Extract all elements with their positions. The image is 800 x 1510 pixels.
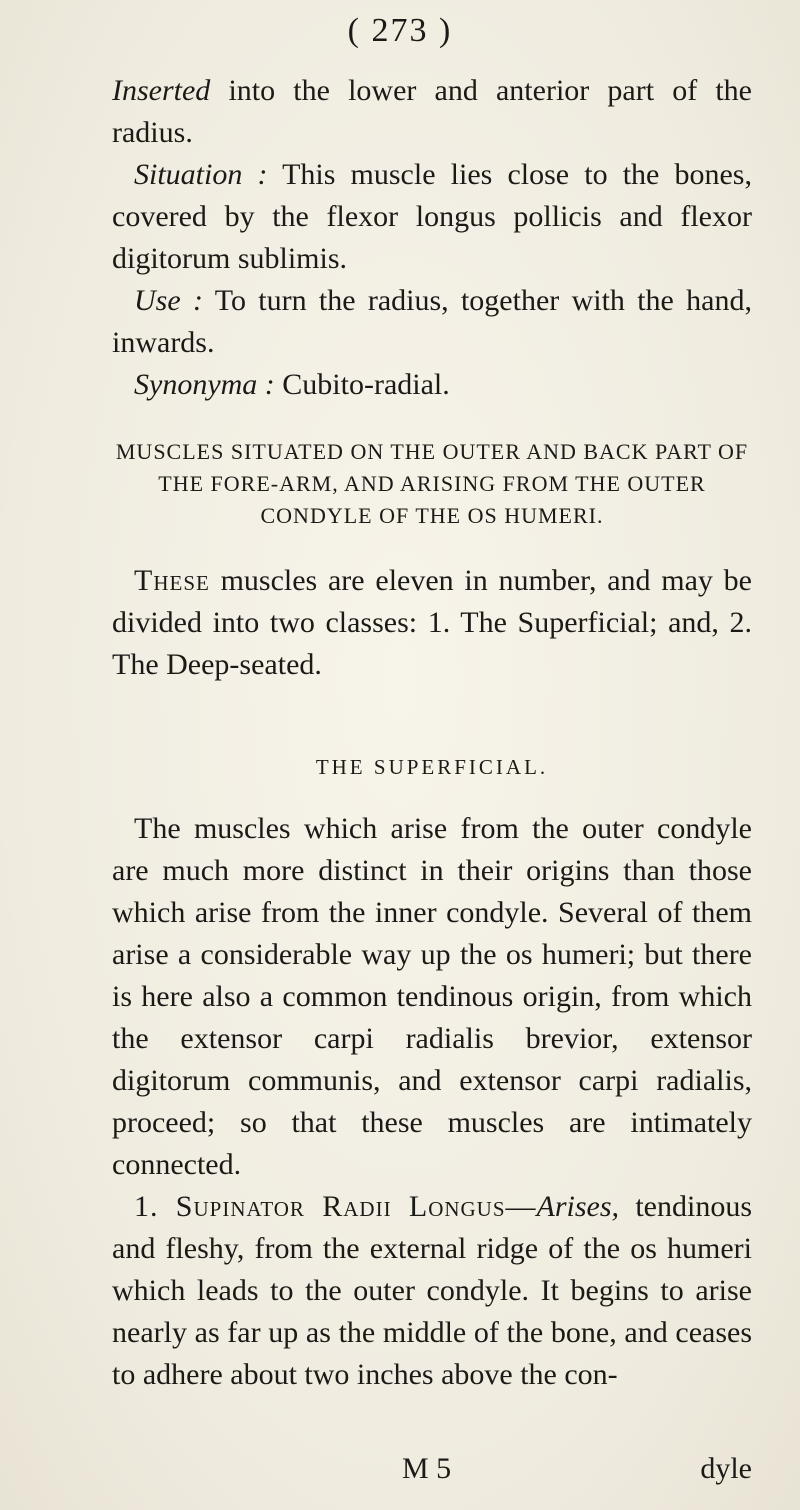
label-use: Use : bbox=[134, 284, 203, 317]
upper-text-block bbox=[112, 70, 752, 406]
text-synonyma: Cubito-radial. bbox=[274, 368, 450, 401]
paragraph-muscles-outer-condyle: The muscles which arise from the outer condyle are much more distinct in their origins than those which arise from the inner condyle. Several of them arise a considerable way up the os humeri; but there is here also a common tendinous origin, from which the extensor carpi radialis brevior, extensor digitorum communis, and extensor carpi radialis, proceed; so that these muscles are intimately connected. bbox=[112, 812, 752, 1181]
signature-mark: M 5 bbox=[402, 1452, 452, 1485]
text-use: To turn the radius, together with the hand, inwards. bbox=[112, 284, 752, 359]
label-situation: Situation : bbox=[134, 158, 268, 191]
label-synonyma: Synonyma : bbox=[134, 368, 275, 401]
paragraph-inserted bbox=[112, 70, 752, 154]
text-inserted: into the lower and anterior part of the radius. bbox=[112, 74, 752, 149]
lower-text-block bbox=[112, 808, 752, 1396]
lead-these: These bbox=[134, 564, 210, 597]
paragraph-synonyma bbox=[112, 364, 752, 406]
paragraph-these-muscles bbox=[112, 560, 752, 686]
paragraph-supinator bbox=[112, 1186, 752, 1396]
text-situation: This muscle lies close to the bones, covered by the flexor longus pollicis and flexor digitorum sublimis. bbox=[112, 158, 752, 275]
page-footer bbox=[112, 1452, 752, 1492]
label-inserted: Inserted bbox=[112, 74, 211, 107]
label-arises: Arises, bbox=[536, 1190, 620, 1223]
paragraph-use bbox=[112, 280, 752, 364]
paragraph-situation bbox=[112, 154, 752, 280]
sub-heading-superficial: THE SUPERFICIAL. bbox=[315, 755, 549, 779]
muscle-name-supinator: 1. Supinator Radii Longus— bbox=[134, 1190, 537, 1223]
page-number: ( 273 ) bbox=[347, 12, 453, 49]
text-supinator: tendinous and fleshy, from the external ridge of the os humeri which leads to the outer condyle. It begins to arise nearly as far up as the middle of the bone, and ceases to adhere about two inches above the con- bbox=[112, 1190, 752, 1391]
section-heading: MUSCLES SITUATED ON THE OUTER AND BACK PART OF THE FORE-ARM, AND ARISING FROM THE OUTER CONDYLE OF THE OS HUMERI. bbox=[115, 439, 749, 528]
classes-text-block bbox=[112, 560, 752, 686]
catchword: dyle bbox=[700, 1452, 752, 1485]
text-these: muscles are eleven in number, and may be divided into two classes: 1. The Superficial; and, 2. The Deep-seated. bbox=[112, 564, 752, 681]
